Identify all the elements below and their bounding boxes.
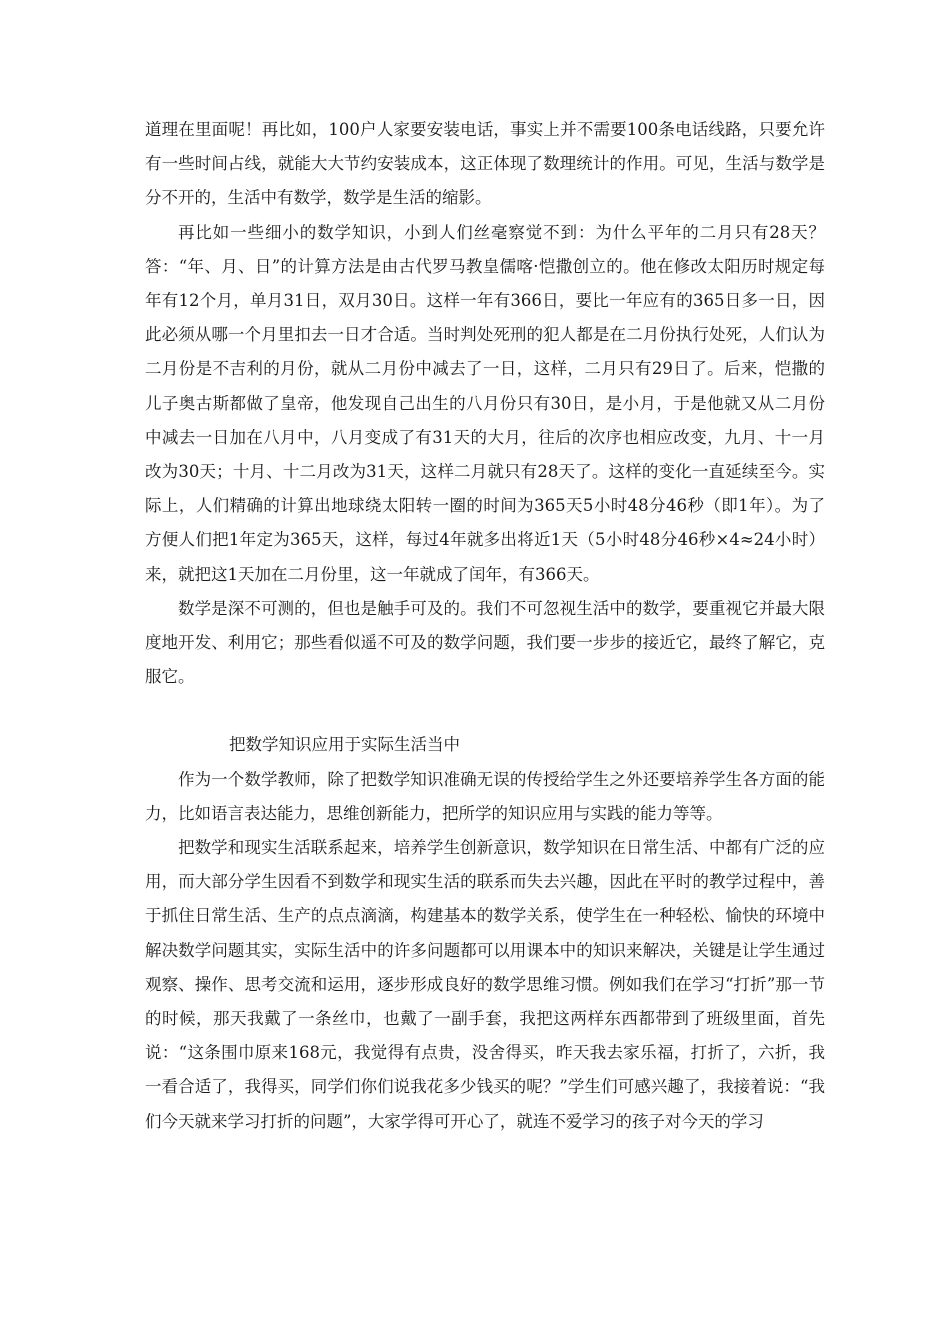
paragraph-february-days: 再比如一些细小的数学知识，小到人们丝毫察觉不到：为什么平年的二月只有28天？答：“年、月、日”的计算方法是由古代罗马教皇儒喀·恺撒创立的。他在修改太阳历时规定每年有12个月，单月31日，双月30日。这样一年有366日，要比一年应有的365日多一日，因此必须从哪一个月里扣去一日才合适。当时判处死刑的犯人都是在二月份执行处死，人们认为二月份是不吉利的月份，就从二月份中减去了一日，这样，二月只有29日了。后来，恺撒的儿子奥古斯都做了皇帝，他发现自己出生的八月份只有30日，是小月，于是他就又从二月份中减去一日加在八月中，八月变成了有31天的大月，往后的次序也相应改变，九月、十一月改为30天；十月、十二月改为31天，这样二月就只有28天了。这样的变化一直延续至今。实际上，人们精确的计算出地球绕太阳转一圈的时间为365天5小时48分46秒（即1年）。为了方便人们把1年定为365天，这样，每过4年就多出将近1天（5小时48分46秒×4≈24小时）来，就把这1天加在二月份里，这一年就成了闰年，有366天。 [145,222,825,584]
paragraph-continuation: 道理在里面呢！再比如，100户人家要安装电话，事实上并不需要100条电话线路，只要允许有一些时间占线，就能大大节约安装成本，这正体现了数理统计的作用。可见，生活与数学是分不开的，生活中有数学，数学是生活的缩影。 [145,120,825,208]
section-spacer [145,694,825,728]
document-body [145,113,825,1139]
paragraph-real-life-example: 把数学和现实生活联系起来，培养学生创新意识，数学知识在日常生活、中都有广泛的应用，而大部分学生因看不到数学和现实生活的联系而失去兴趣，因此在平时的教学过程中，善于抓住日常生活、生产的点点滴滴，构建基本的数学关系，使学生在一种轻松、愉快的环境中解决数学问题其实，实际生活中的许多问题都可以用课本中的知识来解决，关键是让学生通过观察、操作、思考交流和运用，逐步形成良好的数学思维习惯。例如我们在学习“打折”那一节的时候，那天我戴了一条丝巾，也戴了一副手套，我把这两样东西都带到了班级里面，首先说：“这条围巾原来168元，我觉得有点贵，没舍得买，昨天我去家乐福，打折了，六折，我一看合适了，我得买，同学们你们说我花多少钱买的呢？”学生们可感兴趣了，我接着说：“我们今天就来学习打折的问题”，大家学得可开心了，就连不爱学习的孩子对今天的学习 [145,838,825,1131]
paragraph-teacher-role: 作为一个数学教师，除了把数学知识准确无误的传授给学生之外还要培养学生各方面的能力，比如语言表达能力，思维创新能力，把所学的知识应用与实践的能力等等。 [145,769,825,823]
paragraph-math-reachable: 数学是深不可测的，但也是触手可及的。我们不可忽视生活中的数学，要重视它并最大限度地开发、利用它；那些看似遥不可及的数学问题，我们要一步步的接近它，最终了解它，克服它。 [145,598,825,687]
section-title: 把数学知识应用于实际生活当中 [229,735,460,755]
